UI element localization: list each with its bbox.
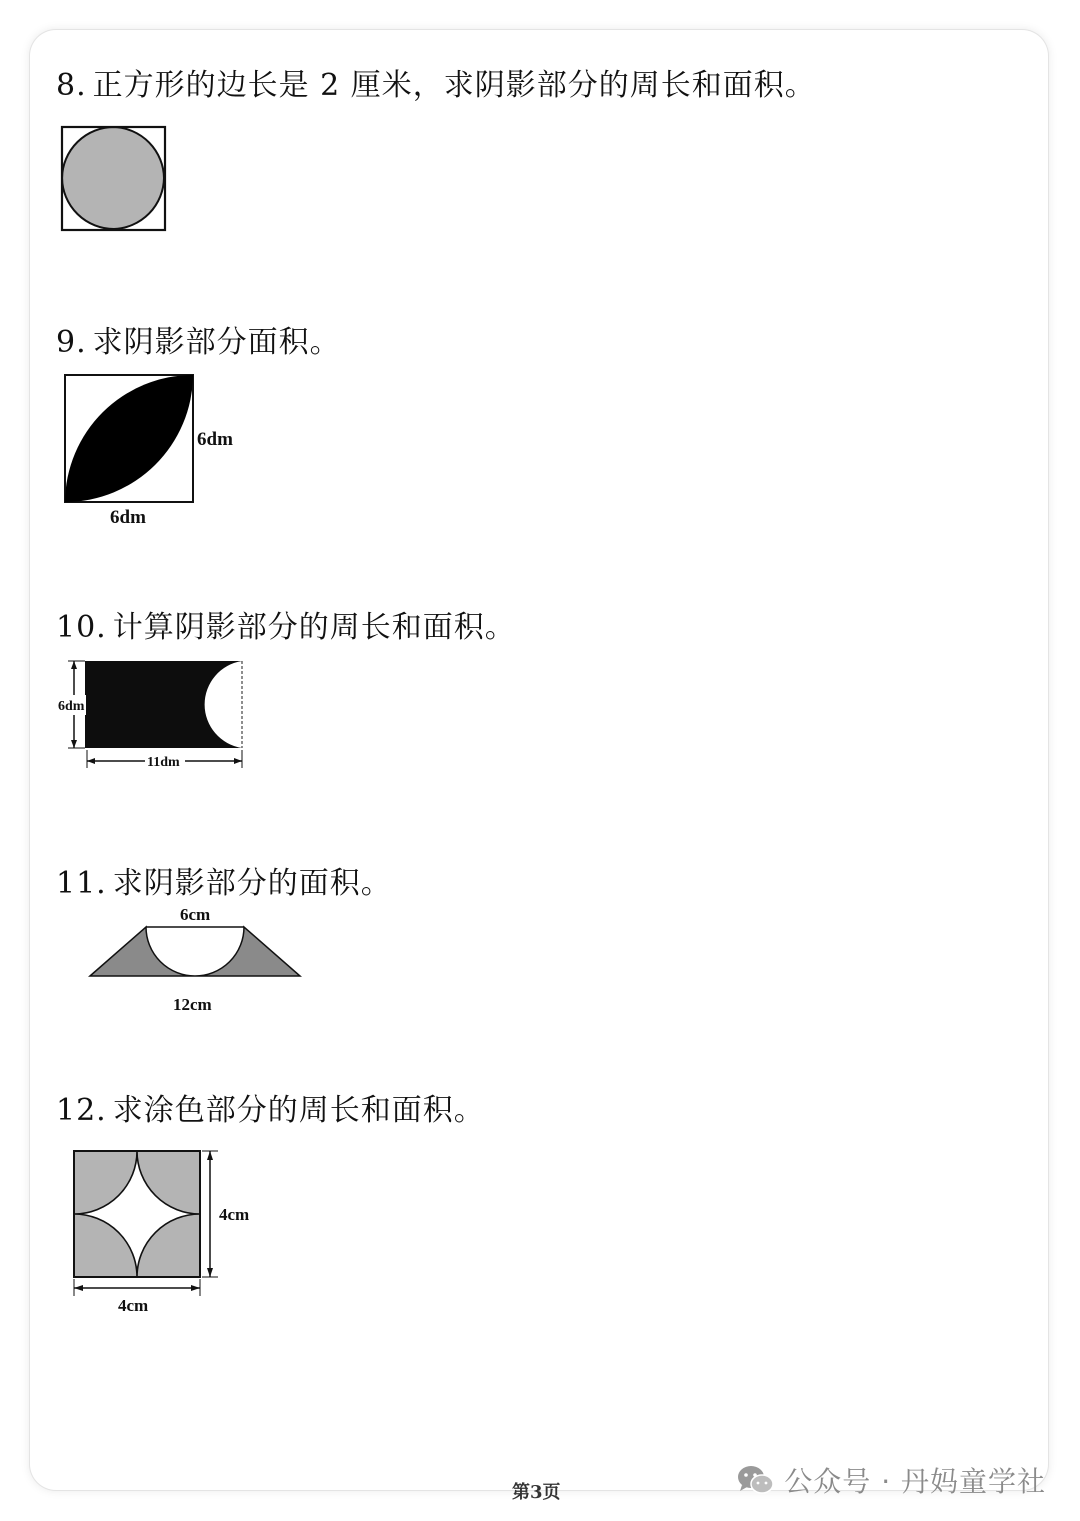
question-10 bbox=[56, 602, 516, 646]
figure-10-height-label: 6dm bbox=[58, 699, 85, 714]
figure-10-width-label: 11dm bbox=[147, 755, 180, 770]
figure-9-side-label: 6dm bbox=[197, 429, 233, 450]
worksheet-page bbox=[30, 30, 1048, 1503]
figure-11-bottom-label: 12cm bbox=[173, 995, 212, 1014]
figure-11-trapezoid-semicircle bbox=[85, 900, 310, 1020]
figure-10-rectangle-semicircle bbox=[50, 650, 250, 775]
figure-12-side-label: 4cm bbox=[219, 1205, 250, 1224]
figure-8-square-star bbox=[60, 125, 170, 233]
figure-11-top-label: 6cm bbox=[180, 905, 211, 924]
figure-8-shaded-star bbox=[62, 127, 164, 229]
question-11-text: 求阴影部分的面积。 bbox=[112, 866, 392, 901]
question-10-number: 10. bbox=[56, 610, 107, 645]
watermark-text: 公众号 · 丹妈童学社 bbox=[784, 1465, 1046, 1498]
wechat-icon bbox=[736, 1463, 776, 1497]
watermark bbox=[736, 1460, 1046, 1500]
question-10-text: 计算阴影部分的周长和面积。 bbox=[112, 610, 516, 645]
question-8-text: 正方形的边长是 2 厘米，求阴影部分的周长和面积。 bbox=[92, 68, 816, 103]
figure-9-square-leaf bbox=[60, 370, 250, 530]
question-9-number: 9. bbox=[56, 325, 87, 360]
figure-11-shaded-region bbox=[90, 927, 300, 976]
question-12-text: 求涂色部分的周长和面积。 bbox=[112, 1093, 485, 1128]
question-12 bbox=[56, 1085, 485, 1129]
figure-10-shaded-region bbox=[85, 661, 242, 748]
figure-9-bottom-label: 6dm bbox=[110, 507, 146, 528]
question-11 bbox=[56, 858, 392, 902]
question-8 bbox=[56, 60, 816, 104]
page-number: 第3页 bbox=[512, 1482, 561, 1503]
question-9 bbox=[56, 317, 341, 361]
question-11-number: 11. bbox=[56, 866, 107, 901]
question-12-number: 12. bbox=[56, 1093, 107, 1128]
figure-12-bottom-label: 4cm bbox=[118, 1296, 149, 1315]
question-9-text: 求阴影部分面积。 bbox=[92, 325, 341, 360]
question-8-number: 8. bbox=[56, 68, 87, 103]
figure-12-square-quarter-circles bbox=[65, 1145, 265, 1320]
